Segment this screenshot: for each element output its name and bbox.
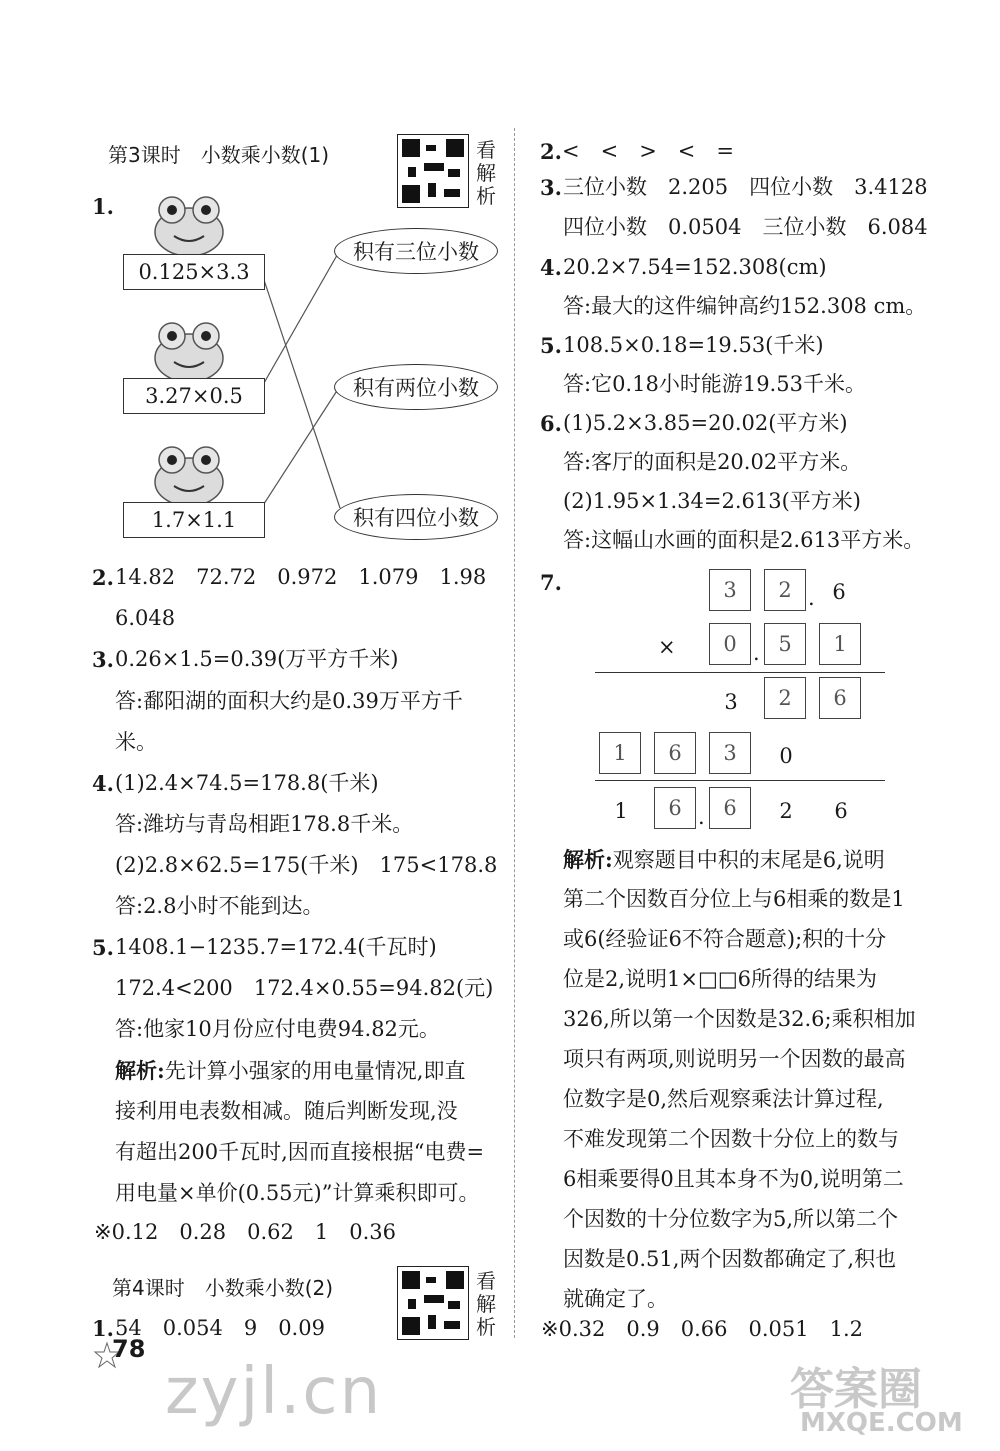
digit: 0 bbox=[779, 744, 793, 768]
watermark-right-top: 答案圈 bbox=[790, 1364, 922, 1415]
q3-line: 米。 bbox=[115, 730, 157, 754]
digit: 3 bbox=[724, 690, 738, 714]
frog-icon bbox=[148, 440, 230, 508]
jiexi-line: 或6(经验证6不符合题意);积的十分 bbox=[563, 927, 887, 951]
digit-box: 6 bbox=[819, 677, 861, 719]
digit: 1 bbox=[614, 799, 628, 823]
r-q6-line: 答:这幅山水画的面积是2.613平方米。 bbox=[563, 528, 925, 552]
q2-line: 6.048 bbox=[115, 606, 176, 630]
qr-code-icon[interactable] bbox=[397, 1266, 469, 1340]
digit-box: 3 bbox=[709, 732, 751, 774]
watermark-right-bottom: MXQE.COM bbox=[800, 1408, 963, 1438]
r-q3-label: 3. bbox=[540, 175, 562, 200]
kan-jiexi-label bbox=[474, 139, 498, 208]
q2-label: 2. bbox=[92, 565, 114, 590]
jiexi-line: 326,所以第一个因数是32.6;乘积相加 bbox=[563, 1007, 916, 1031]
r-extra-answers: ※0.32 0.9 0.66 0.051 1.2 bbox=[541, 1317, 864, 1341]
jie-char: 解 bbox=[476, 1292, 496, 1316]
target-ellipse: 积有两位小数 bbox=[334, 364, 498, 410]
expression-box: 0.125×3.3 bbox=[123, 254, 265, 290]
digit: 2 bbox=[779, 799, 793, 823]
column-divider bbox=[514, 128, 515, 1338]
q4-line: (2)2.8×62.5=175(千米) 175<178.8 bbox=[115, 853, 498, 877]
section3-title: 第3课时 小数乘小数(1) bbox=[108, 143, 330, 167]
kan-char: 看 bbox=[476, 138, 496, 162]
extra-answers: ※0.12 0.28 0.62 1 0.36 bbox=[94, 1220, 396, 1244]
r-q3-line: 四位小数 0.0504 三位小数 6.084 bbox=[563, 215, 928, 239]
q5-line: 答:他家10月份应付电费94.82元。 bbox=[115, 1017, 440, 1041]
digit-box: 1 bbox=[819, 623, 861, 665]
r-q7-label: 7. bbox=[540, 570, 562, 595]
qr-code-icon[interactable] bbox=[397, 134, 469, 208]
s4-q1-line: 54 0.054 9 0.09 bbox=[115, 1316, 325, 1340]
target-ellipse: 积有四位小数 bbox=[334, 494, 498, 540]
q1-label: 1. bbox=[92, 194, 114, 219]
r-q6-line: (1)5.2×3.85=20.02(平方米) bbox=[563, 411, 848, 435]
digit-box: 5 bbox=[764, 623, 806, 665]
r-q6-line: 答:客厅的面积是20.02平方米。 bbox=[563, 450, 862, 474]
section4-title: 第4课时 小数乘小数(2) bbox=[112, 1276, 334, 1300]
r-q6-label: 6. bbox=[540, 411, 562, 436]
r-q5-line: 答:它0.18小时能游19.53千米。 bbox=[563, 372, 866, 396]
q4-label: 4. bbox=[92, 771, 114, 796]
jiexi-line: 位数字是0,然后观察乘法计算过程, bbox=[563, 1087, 884, 1111]
r-q3-line: 三位小数 2.205 四位小数 3.4128 bbox=[563, 175, 928, 199]
target-ellipse: 积有三位小数 bbox=[334, 228, 498, 274]
xi-char: 析 bbox=[476, 184, 496, 208]
q5-jiexi: 有超出200千瓦时,因而直接根据“电费= bbox=[115, 1140, 485, 1164]
digit-box: 2 bbox=[764, 569, 806, 611]
kan-char: 看 bbox=[476, 1269, 496, 1293]
rule-line bbox=[595, 780, 885, 781]
digit-box: 3 bbox=[709, 569, 751, 611]
decimal-point: . bbox=[808, 586, 815, 610]
r-q2-line: < < > < = bbox=[562, 139, 734, 163]
s4-q1-label: 1. bbox=[92, 1316, 114, 1341]
jiexi-line: 位是2,说明1×□□6所得的结果为 bbox=[563, 967, 878, 991]
q4-line: 答:潍坊与青岛相距178.8千米。 bbox=[115, 812, 414, 836]
r-q4-line: 答:最大的这件编钟高约152.308 cm。 bbox=[563, 294, 927, 318]
q3-line: 0.26×1.5=0.39(万平方千米) bbox=[115, 647, 399, 671]
jiexi-label: 解析: bbox=[115, 1058, 165, 1083]
watermark-left: zyjl.cn bbox=[165, 1355, 383, 1429]
digit-box: 0 bbox=[709, 623, 751, 665]
q5-jiexi: 用电量×单价(0.55元)”计算乘积即可。 bbox=[115, 1181, 480, 1205]
digit-box: 6 bbox=[654, 732, 696, 774]
expression-box: 1.7×1.1 bbox=[123, 502, 265, 538]
r-q5-label: 5. bbox=[540, 333, 562, 358]
digit-box: 6 bbox=[654, 787, 696, 829]
decimal-point: . bbox=[698, 805, 705, 829]
q4-line: (1)2.4×74.5=178.8(千米) bbox=[115, 771, 379, 795]
q5-jiexi: 接利用电表数相减。随后判断发现,没 bbox=[115, 1099, 458, 1123]
jiexi-line bbox=[563, 849, 885, 871]
decimal-point: . bbox=[753, 641, 760, 665]
frog-icon bbox=[148, 190, 230, 258]
jiexi-text: 先计算小强家的用电量情况,即直 bbox=[164, 1059, 466, 1083]
jie-char: 解 bbox=[476, 161, 496, 185]
xi-char: 析 bbox=[476, 1315, 496, 1339]
q5-jiexi bbox=[115, 1060, 465, 1082]
jiexi-line: 因数是0.51,两个因数都确定了,积也 bbox=[563, 1247, 897, 1271]
q2-line: 14.82 72.72 0.972 1.079 1.98 bbox=[115, 565, 487, 589]
digit: 6 bbox=[832, 580, 846, 604]
r-q2-label: 2. bbox=[540, 139, 562, 164]
r-q4-label: 4. bbox=[540, 255, 562, 280]
q5-line: 172.4<200 172.4×0.55=94.82(元) bbox=[115, 976, 494, 1000]
r-q4-line: 20.2×7.54=152.308(cm) bbox=[563, 255, 827, 279]
q3-label: 3. bbox=[92, 647, 114, 672]
q5-line: 1408.1−1235.7=172.4(千瓦时) bbox=[115, 935, 437, 959]
page-number: 78 bbox=[112, 1335, 146, 1363]
digit: 6 bbox=[834, 799, 848, 823]
jiexi-line: 不难发现第二个因数十分位上的数与 bbox=[563, 1127, 899, 1151]
q4-line: 答:2.8小时不能到达。 bbox=[115, 894, 324, 918]
jiexi-label: 解析: bbox=[563, 847, 613, 872]
digit-box: 1 bbox=[599, 732, 641, 774]
jiexi-line: 个因数的十分位数字为5,所以第二个 bbox=[563, 1207, 899, 1231]
frog-icon bbox=[148, 316, 230, 384]
r-q5-line: 108.5×0.18=19.53(千米) bbox=[563, 333, 824, 357]
times-sign: × bbox=[658, 635, 676, 659]
jiexi-text: 观察题目中积的末尾是6,说明 bbox=[612, 848, 885, 872]
r-q6-line: (2)1.95×1.34=2.613(平方米) bbox=[563, 489, 861, 513]
expression-box: 3.27×0.5 bbox=[123, 378, 265, 414]
rule-line bbox=[595, 672, 885, 673]
q3-line: 答:鄱阳湖的面积大约是0.39万平方千 bbox=[115, 689, 463, 713]
digit-box: 2 bbox=[764, 677, 806, 719]
jiexi-line: 6相乘要得0且其本身不为0,说明第二 bbox=[563, 1167, 904, 1191]
jiexi-line: 就确定了。 bbox=[563, 1287, 668, 1311]
digit-box: 6 bbox=[709, 787, 751, 829]
jiexi-line: 项只有两项,则说明另一个因数的最高 bbox=[563, 1047, 906, 1071]
q5-label: 5. bbox=[92, 935, 114, 960]
jiexi-line: 第二个因数百分位上与6相乘的数是1 bbox=[563, 887, 905, 911]
kan-jiexi-label bbox=[474, 1270, 498, 1339]
